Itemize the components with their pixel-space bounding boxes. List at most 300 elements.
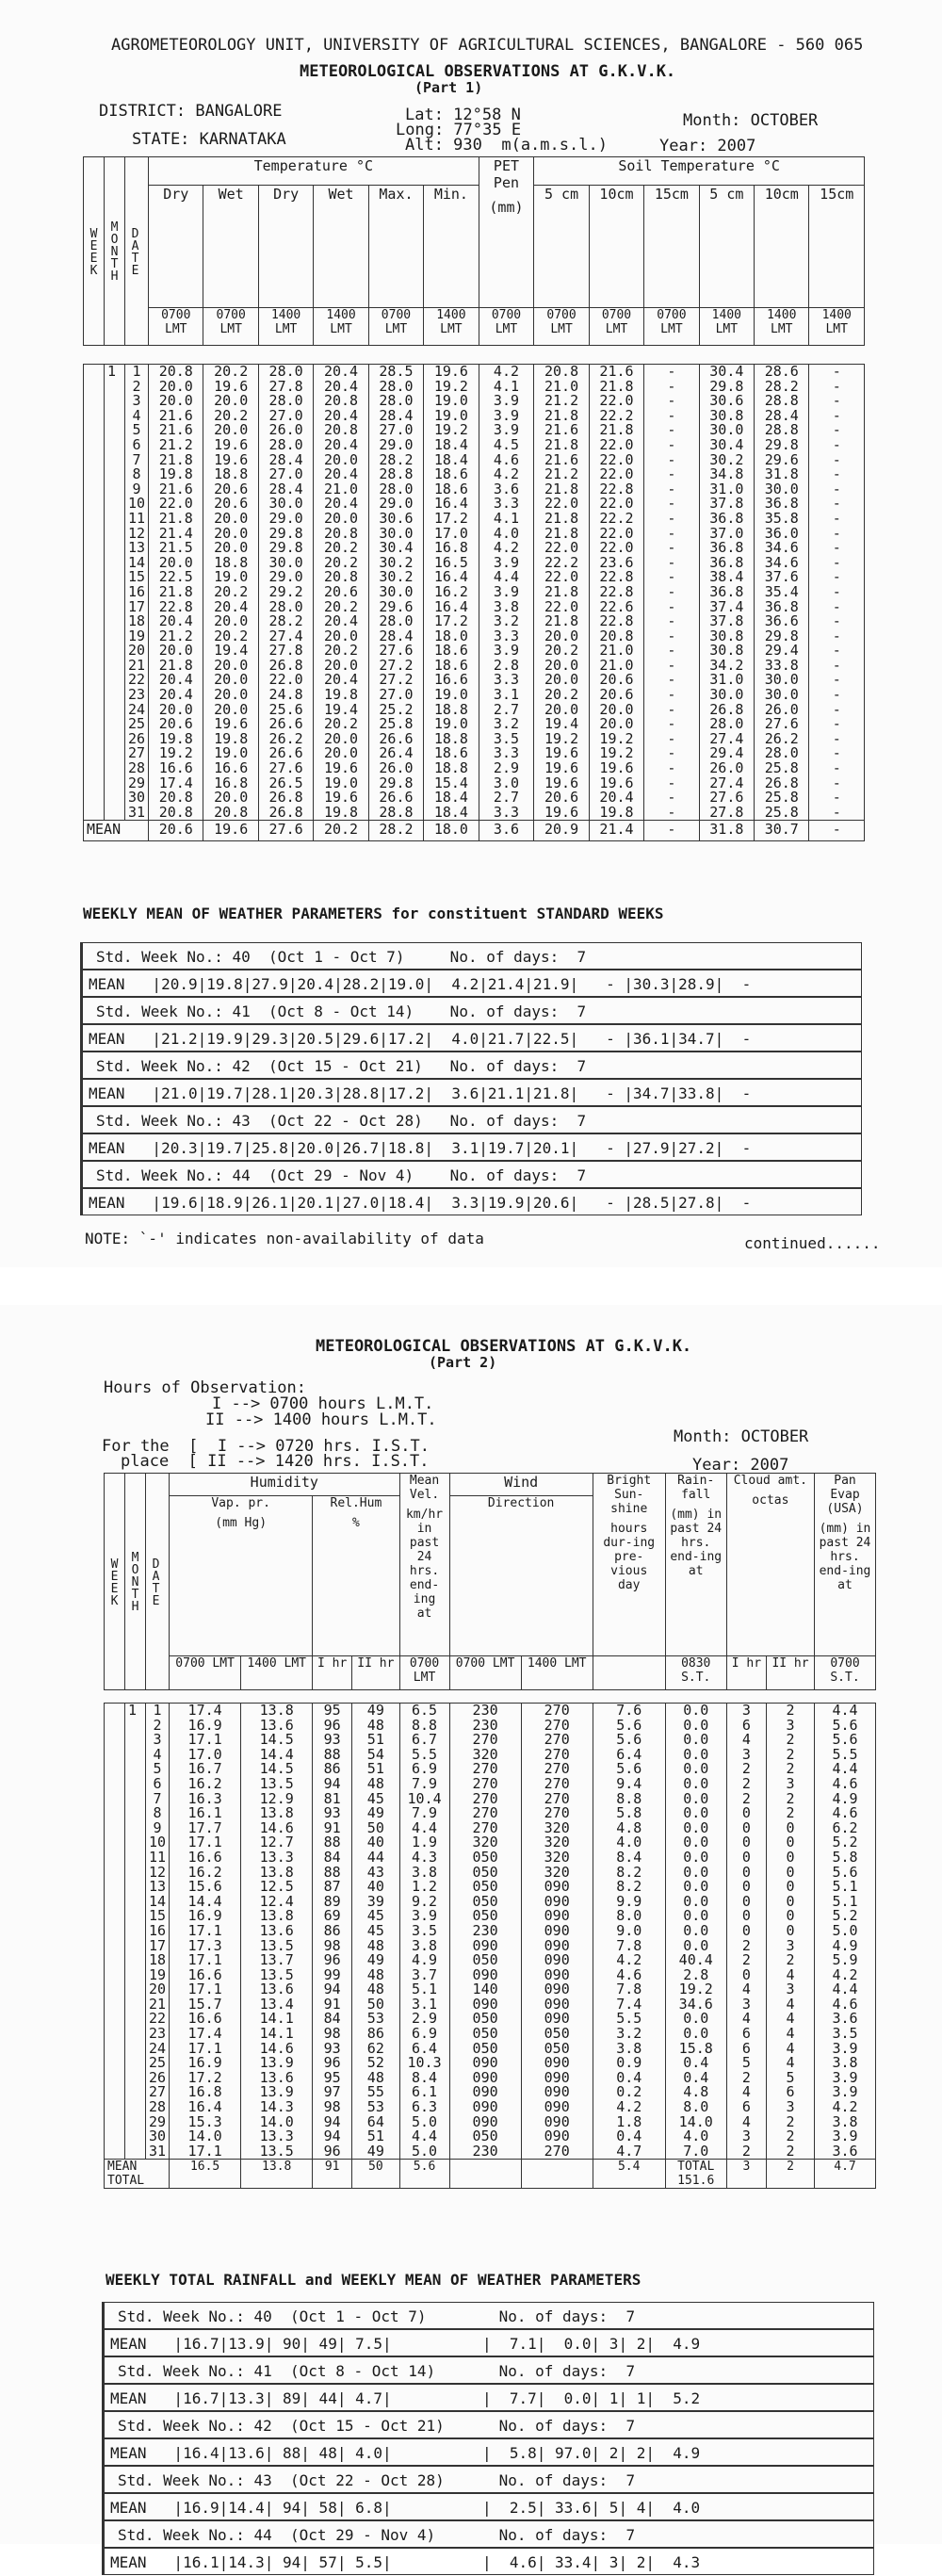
cell-value: 29.8	[764, 435, 799, 453]
cell-value: 050	[544, 2039, 570, 2057]
p2-week-mean-42: MEAN |16.4|13.6| 88| 48| 4.0| | 5.8| 97.0| 2| 2| 4.9	[102, 2438, 874, 2466]
cell-value: 17.2	[433, 509, 468, 527]
cell-value: 4	[741, 2083, 751, 2101]
cell-value: 4.9	[412, 1951, 438, 1969]
date-value: 29	[149, 2112, 167, 2130]
date-value: 17	[128, 597, 146, 615]
cell-value: -	[667, 671, 676, 689]
cell-value: 20.0	[214, 671, 249, 689]
cell-value: 19.0	[323, 774, 359, 791]
cell-value: 3.1	[493, 686, 520, 704]
p2-data-column-2	[313, 1704, 352, 2160]
cell-value: 090	[472, 1936, 498, 1954]
cell-value: 9.9	[616, 1892, 642, 1910]
cell-value: 26.0	[268, 421, 303, 439]
cell-value: 22.8	[599, 480, 634, 497]
cell-value: 8.2	[616, 1863, 642, 1881]
cell-value: 94	[323, 2128, 341, 2145]
cell-value: 7.9	[412, 1774, 438, 1792]
mean-value-3: 20.2	[314, 821, 368, 841]
cell-value: 21.4	[158, 524, 193, 542]
cell-value: -	[832, 803, 841, 821]
cell-value: 8.2	[616, 1878, 642, 1896]
cell-value: 33.8	[764, 656, 799, 674]
cell-value: 22.0	[599, 539, 634, 557]
cell-value: 27.0	[379, 686, 414, 704]
cell-value: 84	[323, 2010, 341, 2028]
cell-value: 2	[786, 2142, 795, 2160]
cell-value: 16.9	[187, 2054, 222, 2072]
cell-value: 20.2	[214, 627, 249, 644]
cell-value: 19.2	[599, 744, 634, 762]
cell-value: 20.0	[544, 671, 579, 689]
cell-value: 21.8	[544, 435, 579, 453]
cell-value: 1.2	[412, 1878, 438, 1896]
cell-value: 17.7	[187, 1818, 222, 1836]
cell-value: 6.9	[412, 2025, 438, 2043]
cell-value: 0	[741, 1834, 751, 1851]
cell-value: 3.9	[493, 642, 520, 660]
p2-mean-value-6	[521, 2160, 593, 2189]
col-time-5: 1400 LMT	[424, 308, 479, 346]
cell-value: 19.6	[599, 774, 634, 791]
cell-value: 3.8	[832, 2054, 858, 2072]
cell-value: 3.7	[412, 1965, 438, 1983]
cell-value: 0.0	[683, 2025, 709, 2043]
date-value: 8	[153, 1804, 162, 1822]
cell-value: -	[667, 377, 676, 395]
cell-value: 0.9	[616, 2054, 642, 2072]
part1-title: METEOROLOGICAL OBSERVATIONS AT G.K.V.K.	[300, 62, 676, 81]
part2-observation-table	[104, 1473, 876, 2189]
cell-value: 6	[741, 2098, 751, 2116]
date-value: 10	[128, 495, 146, 513]
date-value: 3	[132, 392, 141, 410]
cell-value: 48	[366, 1716, 384, 1734]
cell-value: 5.1	[832, 1892, 858, 1910]
cell-value: 25.8	[764, 789, 799, 807]
cell-value: 25.6	[268, 700, 303, 718]
cell-value: 20.2	[544, 686, 579, 704]
cell-value: 20.8	[214, 803, 249, 821]
rainfall-unit: (mm) in past 24 hrs. end-ing at	[670, 1508, 723, 1578]
cell-value: 88	[323, 1834, 341, 1851]
cell-value: 6.9	[412, 1760, 438, 1778]
cell-value: 19.6	[544, 744, 579, 762]
cell-value: 5.5	[616, 2010, 642, 2028]
cell-value: 27.6	[379, 642, 414, 660]
cell-value: 3	[786, 2098, 795, 2116]
cell-value: 270	[472, 1774, 498, 1792]
cell-value: 6.1	[412, 2083, 438, 2101]
cell-value: 14.1	[259, 2010, 294, 2028]
cell-value: 10.3	[407, 2054, 442, 2072]
cell-value: 21.8	[599, 377, 634, 395]
cell-value: 19.2	[158, 744, 193, 762]
cell-value: 29.0	[379, 495, 414, 513]
cell-value: 88	[323, 1863, 341, 1881]
cell-value: -	[667, 627, 676, 644]
cell-value: 5.6	[616, 1760, 642, 1778]
cell-value: 98	[323, 2098, 341, 2116]
cell-value: 5	[786, 2068, 795, 2086]
cell-value: 20.2	[323, 715, 359, 733]
cell-value: -	[832, 377, 841, 395]
cell-value: 20.0	[158, 700, 193, 718]
cell-value: 19.4	[323, 700, 359, 718]
cell-value: 38.4	[709, 568, 744, 586]
cell-value: 0	[786, 1863, 795, 1881]
col-time-10: 1400 LMT	[699, 308, 754, 346]
mean-value-0: 20.6	[149, 821, 203, 841]
cell-value: 4	[741, 1981, 751, 1998]
date-value: 4	[132, 406, 141, 424]
cell-value: 18.4	[433, 803, 468, 821]
cell-value: 3.8	[412, 1863, 438, 1881]
cell-value: 27.2	[379, 671, 414, 689]
cell-value: 320	[472, 1834, 498, 1851]
part1-page	[0, 0, 942, 1267]
cell-value: 20.0	[214, 421, 249, 439]
date-value: 31	[149, 2142, 167, 2160]
cell-value: 28.4	[379, 406, 414, 424]
part1-observation-table	[83, 156, 865, 841]
date-value: 1	[132, 363, 141, 380]
cell-value: 26.5	[268, 774, 303, 791]
cell-value: 050	[472, 1951, 498, 1969]
cell-value: 28.0	[379, 392, 414, 410]
cell-value: 22.2	[599, 509, 634, 527]
cell-value: 4.4	[412, 2128, 438, 2145]
cell-value: 28.5	[379, 363, 414, 380]
cell-value: 37.8	[709, 495, 744, 513]
cell-value: 17.2	[187, 2068, 222, 2086]
date-value: 18	[128, 612, 146, 630]
cell-value: 26.6	[268, 715, 303, 733]
cell-value: 30.0	[764, 686, 799, 704]
cell-value: 27.4	[709, 729, 744, 747]
cell-value: 19.6	[214, 715, 249, 733]
cell-value: 20.4	[323, 363, 359, 380]
cell-value: 37.6	[764, 568, 799, 586]
cell-value: 40.4	[678, 1951, 713, 1969]
cell-value: 16.1	[187, 1804, 222, 1822]
wind-group-header: Wind	[449, 1474, 593, 1496]
p2-mean-value-1: 13.8	[241, 2160, 313, 2189]
cell-value: 090	[544, 2010, 570, 2028]
cell-value: 4.6	[616, 1965, 642, 1983]
cell-value: 37.8	[709, 612, 744, 630]
cell-value: 230	[472, 1716, 498, 1734]
col-header-7: 5 cm	[534, 186, 589, 308]
date-value: 1	[153, 1702, 162, 1719]
cell-value: 5	[741, 2054, 751, 2072]
cell-value: 28.8	[379, 803, 414, 821]
cell-value: 20.0	[214, 524, 249, 542]
cell-value: 0	[741, 1848, 751, 1866]
cell-value: 20.8	[323, 524, 359, 542]
cell-value: 3.0	[493, 774, 520, 791]
mean-value-4: 28.2	[368, 821, 423, 841]
cell-value: -	[832, 480, 841, 497]
col-time-9: 0700 LMT	[644, 308, 699, 346]
part1-subtitle: (Part 1)	[414, 79, 483, 96]
cell-value: 13.5	[259, 1774, 294, 1792]
cell-value: 24.8	[268, 686, 303, 704]
state-label: STATE: KARNATAKA	[132, 130, 286, 149]
cell-value: 13.6	[259, 1716, 294, 1734]
cell-value: 4.4	[412, 1818, 438, 1836]
cell-value: 16.9	[187, 1907, 222, 1925]
cell-value: 8.0	[683, 2098, 709, 2116]
cell-value: 4.6	[832, 1804, 858, 1822]
cell-value: 0.0	[683, 2010, 709, 2028]
date-value: 25	[149, 2054, 167, 2072]
cell-value: 0.4	[683, 2054, 709, 2072]
cell-value: 3.1	[412, 1995, 438, 2013]
hours-line-1: I --> 0700 hours L.M.T.	[212, 1394, 434, 1413]
cell-value: 2	[741, 2068, 751, 2086]
p2-week-header-40: Std. Week No.: 40 (Oct 1 - Oct 7) No. of days: 7	[102, 2302, 874, 2329]
cell-value: 25.8	[379, 715, 414, 733]
cell-value: 4	[741, 2010, 751, 2028]
cell-value: 20.0	[214, 612, 249, 630]
date-value: 16	[149, 1921, 167, 1939]
cell-value: 19.4	[214, 642, 249, 660]
cell-value: 28.0	[379, 612, 414, 630]
hours-line-2: II --> 1400 hours L.M.T.	[205, 1410, 437, 1429]
cell-value: -	[667, 715, 676, 733]
cell-value: 19.6	[214, 435, 249, 453]
cell-value: 3.9	[412, 1907, 438, 1925]
cell-value: 4.8	[683, 2083, 709, 2101]
cell-value: 3.2	[493, 715, 520, 733]
cell-value: 91	[323, 1818, 341, 1836]
cell-value: 99	[323, 1965, 341, 1983]
cell-value: 19.6	[214, 450, 249, 468]
cell-value: 22.8	[599, 612, 634, 630]
cell-value: 0	[741, 1892, 751, 1910]
cell-value: 21.6	[544, 421, 579, 439]
cell-value: 22.8	[599, 568, 634, 586]
cell-value: 19.6	[544, 803, 579, 821]
cell-value: 29.8	[709, 377, 744, 395]
cell-value: 21.8	[544, 582, 579, 600]
cell-value: 8.4	[616, 1848, 642, 1866]
direction-header: Direction	[449, 1496, 593, 1656]
cell-value: 17.4	[187, 2025, 222, 2043]
cell-value: 16.6	[214, 759, 249, 777]
cell-value: 30.8	[709, 642, 744, 660]
cell-value: 4.2	[493, 363, 520, 380]
cell-value: 270	[544, 1716, 570, 1734]
date-value: 8	[132, 465, 141, 483]
cell-value: 3.6	[832, 2010, 858, 2028]
rel-hum-unit: %	[351, 1516, 360, 1530]
cell-value: 30.0	[764, 480, 799, 497]
cell-value: 12.7	[259, 1834, 294, 1851]
cell-value: -	[667, 392, 676, 410]
cell-value: 4.6	[832, 1774, 858, 1792]
cell-value: 14.1	[259, 2025, 294, 2043]
cell-value: 31.0	[709, 671, 744, 689]
cell-value: 89	[323, 1892, 341, 1910]
cell-value: -	[832, 759, 841, 777]
cell-value: 270	[544, 1804, 570, 1822]
cell-value: 4.2	[832, 2098, 858, 2116]
cell-value: 22.0	[268, 671, 303, 689]
cell-value: 2	[786, 1804, 795, 1822]
cell-value: 19.8	[158, 465, 193, 483]
date-column	[125, 365, 149, 821]
cell-value: 15.6	[187, 1878, 222, 1896]
col-date: DATE	[146, 1474, 170, 1690]
cell-value: 3	[741, 1745, 751, 1763]
cell-value: 18.6	[433, 744, 468, 762]
cell-value: 8.8	[412, 1716, 438, 1734]
cell-value: 36.0	[764, 524, 799, 542]
cell-value: 0.0	[683, 1921, 709, 1939]
cell-value: 17.0	[187, 1745, 222, 1763]
cell-value: 16.4	[433, 495, 468, 513]
date-value: 21	[128, 656, 146, 674]
col-time-3: 1400 LMT	[314, 308, 368, 346]
date-value: 23	[149, 2025, 167, 2043]
cell-value: -	[832, 524, 841, 542]
cell-value: 20.8	[323, 392, 359, 410]
institution-header: AGROMETEOROLOGY UNIT, UNIVERSITY OF AGRICULTURAL SCIENCES, BANGALORE - 560 065	[111, 36, 864, 55]
date-value: 6	[132, 435, 141, 453]
cell-value: 2	[741, 1789, 751, 1807]
cell-value: 13.3	[259, 2128, 294, 2145]
cell-value: 20.4	[158, 612, 193, 630]
cell-value: 2	[786, 1789, 795, 1807]
cell-value: 6.7	[412, 1731, 438, 1749]
col-month: MONTH	[105, 157, 125, 346]
vap-pr-label: Vap. pr.	[211, 1496, 270, 1510]
cell-value: 19.6	[544, 759, 579, 777]
date-value: 10	[149, 1834, 167, 1851]
cell-value: 230	[472, 1921, 498, 1939]
cell-value: 090	[472, 1995, 498, 2013]
mean-value-10: 31.8	[699, 821, 754, 841]
cell-value: 86	[323, 1760, 341, 1778]
cell-value: 12.4	[259, 1892, 294, 1910]
p2-col-time-10: II hr	[767, 1656, 815, 1690]
cell-value: 96	[323, 2054, 341, 2072]
cell-value: 16.8	[433, 539, 468, 557]
cell-value: 18.8	[433, 759, 468, 777]
sunshine-header	[593, 1474, 665, 1656]
cell-value: 3.9	[832, 2068, 858, 2086]
cell-value: 17.0	[433, 524, 468, 542]
cell-value: 26.2	[764, 729, 799, 747]
cell-value: 30.4	[379, 539, 414, 557]
data-column-3	[314, 365, 368, 821]
cell-value: 86	[323, 1921, 341, 1939]
cell-value: -	[667, 642, 676, 660]
cell-value: 3.2	[616, 2025, 642, 2043]
cell-value: 050	[472, 2010, 498, 2028]
cell-value: -	[832, 435, 841, 453]
cell-value: 30.4	[709, 363, 744, 380]
cell-value: 7.8	[616, 1936, 642, 1954]
cell-value: 51	[366, 1760, 384, 1778]
cell-value: 48	[366, 1965, 384, 1983]
week-header-41: Std. Week No.: 41 (Oct 8 - Oct 14) No. of days: 7	[80, 997, 862, 1024]
mean-vel-label: Mean Vel.	[409, 1474, 440, 1502]
cell-value: 50	[366, 1818, 384, 1836]
cell-value: 2.8	[493, 656, 520, 674]
cell-value: 19.2	[433, 377, 468, 395]
cell-value: 20.6	[599, 686, 634, 704]
cell-value: 18.0	[433, 627, 468, 644]
week-mean-40: MEAN |20.9|19.8|27.9|20.4|28.2|19.0| 4.2|21.4|21.9| - |30.3|28.9| -	[80, 970, 862, 997]
cell-value: 28.4	[268, 450, 303, 468]
cell-value: 26.8	[268, 789, 303, 807]
cell-value: 3.3	[493, 803, 520, 821]
date-value: 14	[128, 553, 146, 571]
date-value: 20	[149, 1981, 167, 1998]
cell-value: 18.6	[433, 656, 468, 674]
cell-value: 2	[786, 1731, 795, 1749]
cell-value: 20.6	[323, 582, 359, 600]
cell-value: 090	[544, 2128, 570, 2145]
cell-value: 18.6	[433, 465, 468, 483]
cell-value: 13.9	[259, 2083, 294, 2101]
cell-value: 98	[323, 2025, 341, 2043]
cell-value: 51	[366, 2128, 384, 2145]
col-time-2: 1400 LMT	[258, 308, 313, 346]
cell-value: 93	[323, 2039, 341, 2057]
cell-value: 25.8	[764, 803, 799, 821]
month-cell: 1	[105, 365, 125, 821]
cell-value: 36.8	[709, 553, 744, 571]
cell-value: 29.4	[764, 642, 799, 660]
cell-value: -	[667, 774, 676, 791]
col-header-11: 10cm	[755, 186, 809, 308]
p2-col-time-8: 0830 S.T.	[665, 1656, 726, 1690]
cell-value: 19.0	[214, 744, 249, 762]
cell-value: 22.5	[158, 568, 193, 586]
cell-value: 20.2	[214, 406, 249, 424]
cell-value: -	[832, 642, 841, 660]
cell-value: 090	[544, 1981, 570, 1998]
cell-value: 29.8	[268, 524, 303, 542]
date-value: 26	[128, 729, 146, 747]
p2-col-time-5: 0700 LMT	[449, 1656, 521, 1690]
data-column-4	[368, 365, 423, 821]
cell-value: 20.0	[323, 729, 359, 747]
cell-value: -	[832, 744, 841, 762]
cell-value: 5.5	[832, 1745, 858, 1763]
cell-value: 45	[366, 1921, 384, 1939]
cell-value: 21.6	[158, 406, 193, 424]
cell-value: -	[667, 495, 676, 513]
p2-mean-value-0: 16.5	[170, 2160, 241, 2189]
cell-value: 270	[544, 1702, 570, 1719]
cell-value: 0	[786, 1892, 795, 1910]
col-header-12: 15cm	[809, 186, 865, 308]
cell-value: 27.2	[379, 656, 414, 674]
date-value: 18	[149, 1951, 167, 1969]
cell-value: 18.8	[433, 729, 468, 747]
cell-value: 19.8	[158, 729, 193, 747]
cell-value: 0	[741, 1878, 751, 1896]
cell-value: 87	[323, 1878, 341, 1896]
cell-value: -	[667, 803, 676, 821]
cell-value: -	[667, 568, 676, 586]
